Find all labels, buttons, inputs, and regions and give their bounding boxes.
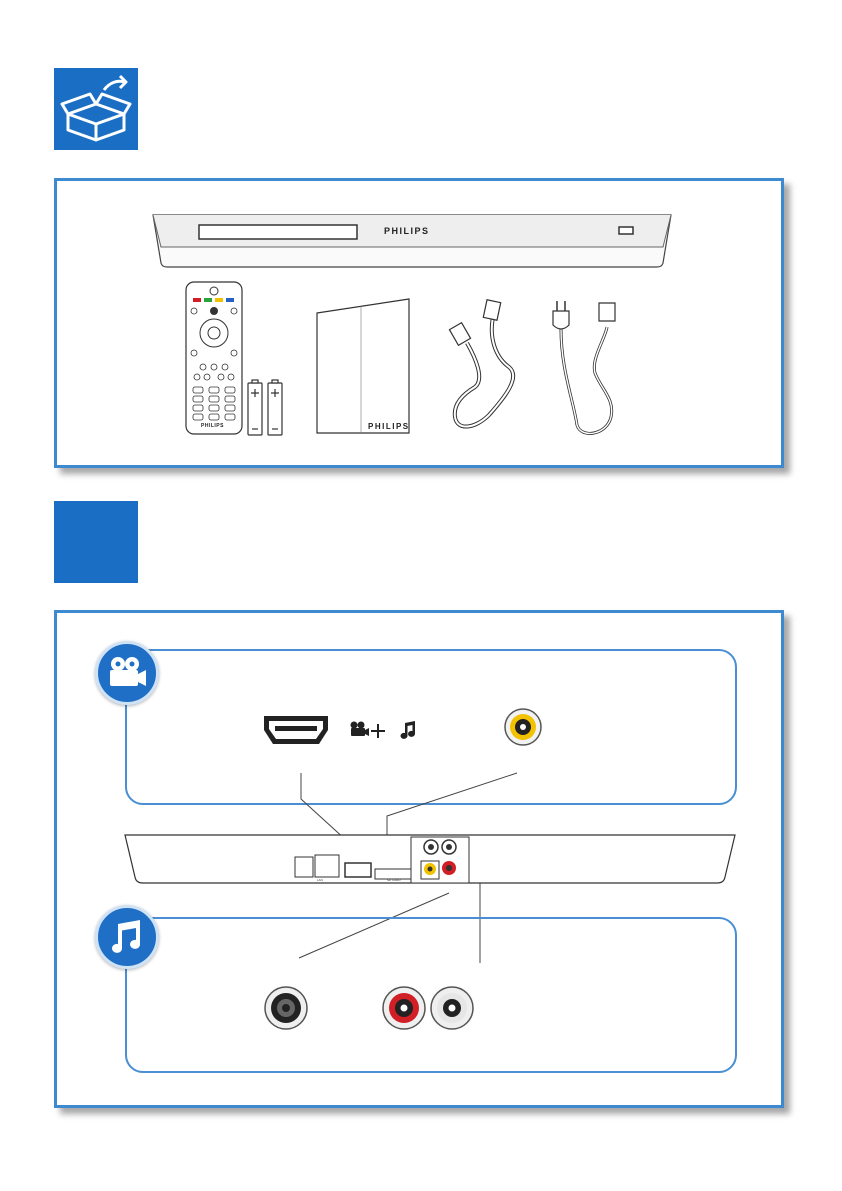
rear-label-sdcard: SD CARD [387,878,401,882]
blu-ray-player [147,209,677,271]
fold-mark [6,4,16,6]
rear-label-lan: LAN [317,878,323,882]
remote-control [185,281,243,435]
remote-brand: PHILIPS [201,423,224,429]
audio-circle [95,905,159,969]
contents-panel [54,178,784,468]
hdmi-cable [445,297,521,437]
batteries [246,379,286,437]
manual-brand: PHILIPS [368,422,410,431]
unpack-tile [54,68,138,150]
connect-panel [54,610,784,1108]
player-brand: PHILIPS [384,226,430,236]
user-manual [315,297,411,437]
coaxial-jack [263,985,309,1031]
audio-right-jack [381,985,427,1031]
player-rear-panel [119,833,741,891]
power-cord [547,299,627,439]
box-unpack-icon [54,68,138,150]
audio-left-jack [429,985,475,1031]
music-note-icon [98,908,156,966]
connect-tile [54,501,138,583]
